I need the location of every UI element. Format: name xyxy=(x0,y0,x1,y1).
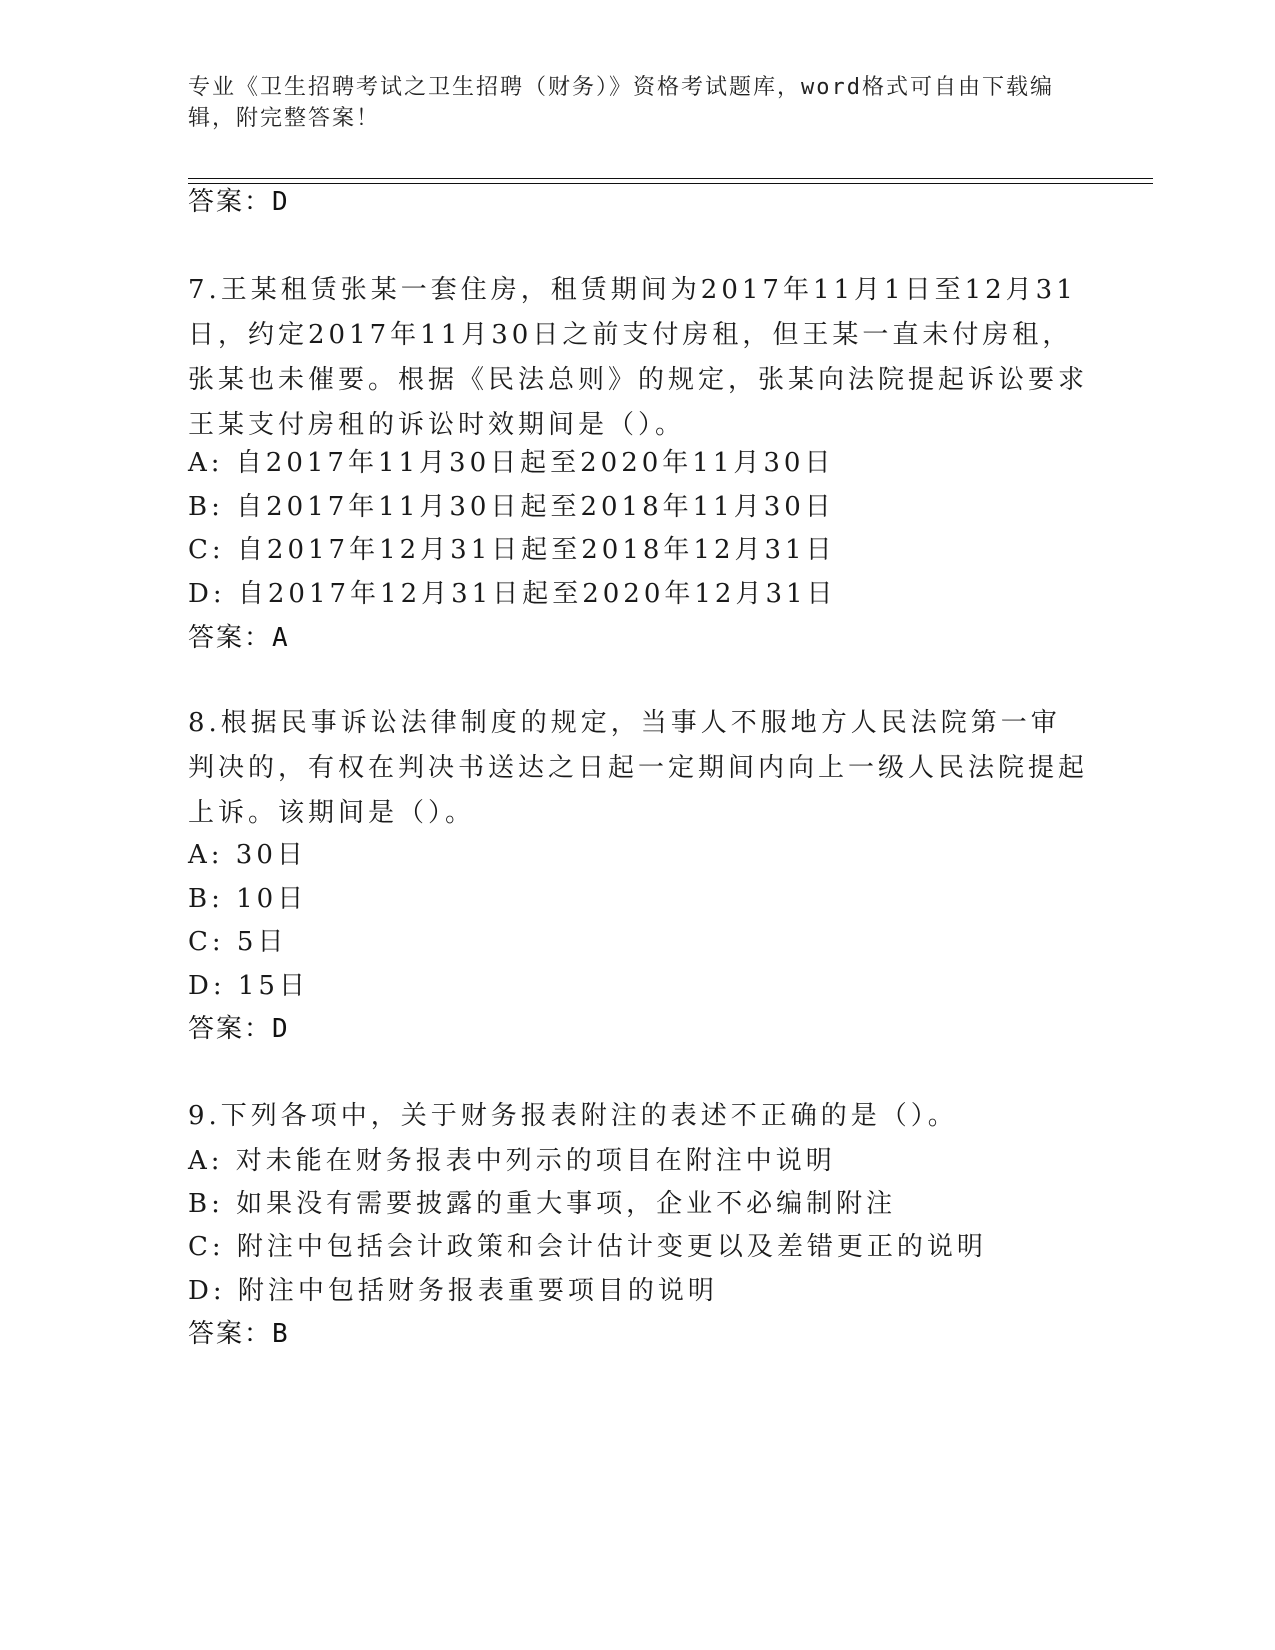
answer-label: 答案： xyxy=(188,623,273,653)
answer-line xyxy=(188,620,1088,656)
answer-value: B xyxy=(272,1319,290,1349)
option-a: A: 30日 xyxy=(188,840,307,870)
answer-label: 答案： xyxy=(188,1014,273,1044)
answer-label: 答案： xyxy=(188,187,273,217)
answer-value: A xyxy=(272,623,290,653)
option-b: B: 10日 xyxy=(188,884,308,914)
option-b: B: 自2017年11月30日起至2018年11月30日 xyxy=(188,492,835,522)
option-b: B: 如果没有需要披露的重大事项，企业不必编制附注 xyxy=(188,1189,897,1219)
header-description: 专业《卫生招聘考试之卫生招聘（财务）》资格考试题库，word格式可自由下载编辑，附完整答案！ xyxy=(188,75,1054,131)
answer-label: 答案： xyxy=(188,1319,273,1349)
question-text: 8.根据民事诉讼法律制度的规定，当事人不服地方人民法院第一审判决的，有权在判决书送达之日起一定期间内向上一级人民法院提起上诉。该期间是（）。 xyxy=(188,708,1089,828)
answer-value: D xyxy=(272,187,290,217)
question-text: 9.下列各项中，关于财务报表附注的表述不正确的是（）。 xyxy=(188,1101,958,1131)
answer-line xyxy=(188,184,1088,220)
option-d: D: 15日 xyxy=(188,971,309,1001)
option-a: A: 对未能在财务报表中列示的项目在附注中说明 xyxy=(188,1146,836,1176)
answer-line xyxy=(188,1011,1088,1047)
option-d: D: 自2017年12月31日起至2020年12月31日 xyxy=(188,579,837,609)
option-c: C: 附注中包括会计政策和会计估计变更以及差错更正的说明 xyxy=(188,1232,987,1262)
option-c: C: 5日 xyxy=(188,927,288,957)
answer-value: D xyxy=(272,1014,290,1044)
option-a: A: 自2017年11月30日起至2020年11月30日 xyxy=(188,448,835,478)
question-text: 7.王某租赁张某一套住房，租赁期间为2017年11月1日至12月31日，约定2017年11月30日之前支付房租，但王某一直未付房租，张某也未催要。根据《民法总则》的规定，张某向法院提起诉讼要求王某支付房租的诉讼时效期间是（）。 xyxy=(188,275,1089,440)
option-c: C: 自2017年12月31日起至2018年12月31日 xyxy=(188,535,836,565)
option-d: D: 附注中包括财务报表重要项目的说明 xyxy=(188,1276,718,1306)
answer-line xyxy=(188,1316,1088,1352)
